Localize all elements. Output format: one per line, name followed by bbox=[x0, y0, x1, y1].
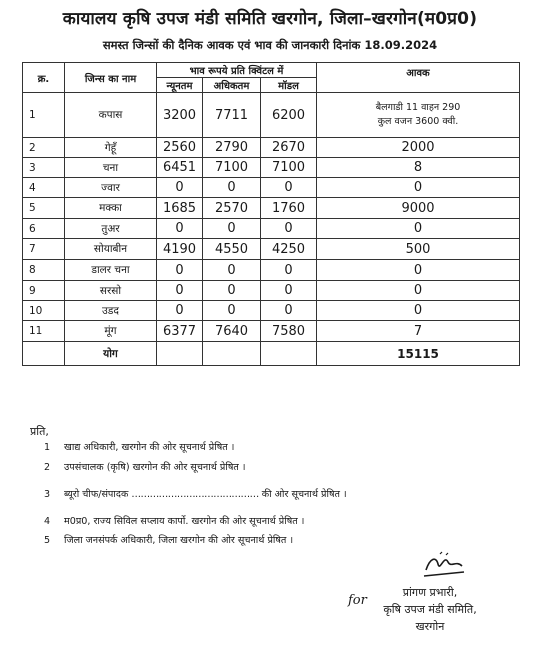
row-commodity: कपास bbox=[65, 93, 157, 138]
row-modal: 0 bbox=[261, 301, 317, 321]
row-max: 0 bbox=[203, 219, 261, 239]
copy-item bbox=[44, 460, 246, 473]
row-max: 0 bbox=[203, 281, 261, 301]
row-max: 0 bbox=[203, 260, 261, 281]
row-modal: 0 bbox=[261, 178, 317, 198]
table-row bbox=[23, 219, 520, 239]
row-min: 0 bbox=[157, 281, 203, 301]
table-row bbox=[23, 158, 520, 178]
row-serial: 10 bbox=[23, 301, 65, 321]
row-max: 7640 bbox=[203, 321, 261, 342]
row-arrival bbox=[317, 93, 520, 138]
row-commodity: तुअर bbox=[65, 219, 157, 239]
row-min: 2560 bbox=[157, 138, 203, 158]
header-min: न्यूनतम bbox=[157, 78, 203, 93]
header-modal: मॉडल bbox=[261, 78, 317, 93]
row-min: 6377 bbox=[157, 321, 203, 342]
total-modal-empty bbox=[261, 342, 317, 366]
total-max-empty bbox=[203, 342, 261, 366]
signatory-title: प्रांगण प्रभारी, bbox=[402, 586, 458, 599]
blank-fill-dots: …………………………………… bbox=[131, 489, 259, 500]
total-min-empty bbox=[157, 342, 203, 366]
row-max: 0 bbox=[203, 301, 261, 321]
copy-item-number: 5 bbox=[44, 535, 51, 546]
row-commodity: सोयाबीन bbox=[65, 239, 157, 260]
header-arrival: आवक bbox=[317, 63, 520, 93]
office-title: कायालय कृषि उपज मंडी समिति खरगोन, जिला–खरगोन(म0प्र0) bbox=[62, 9, 478, 29]
total-label: योग bbox=[65, 342, 157, 366]
arrival-line-2: कुल वजन 3600 क्वी. bbox=[377, 116, 459, 127]
row-max: 0 bbox=[203, 178, 261, 198]
row-serial: 8 bbox=[23, 260, 65, 281]
copy-item bbox=[44, 533, 293, 546]
row-serial: 4 bbox=[23, 178, 65, 198]
row-commodity: मक्का bbox=[65, 198, 157, 219]
row-arrival: 0 bbox=[317, 281, 520, 301]
row-arrival: 8 bbox=[317, 158, 520, 178]
row-commodity: सरसो bbox=[65, 281, 157, 301]
row-max: 4550 bbox=[203, 239, 261, 260]
row-modal: 7580 bbox=[261, 321, 317, 342]
row-modal: 4250 bbox=[261, 239, 317, 260]
row-arrival: 0 bbox=[317, 178, 520, 198]
copy-item-number: 4 bbox=[44, 516, 51, 527]
table-row bbox=[23, 301, 520, 321]
row-max: 2790 bbox=[203, 138, 261, 158]
total-arrival: 15115 bbox=[317, 342, 520, 366]
row-modal: 1760 bbox=[261, 198, 317, 219]
row-min: 0 bbox=[157, 178, 203, 198]
row-arrival: 0 bbox=[317, 260, 520, 281]
row-modal: 6200 bbox=[261, 93, 317, 138]
arrival-line-1: बैलगाडी 11 वाहन 290 bbox=[375, 102, 461, 113]
row-serial: 9 bbox=[23, 281, 65, 301]
row-modal: 0 bbox=[261, 281, 317, 301]
copy-item-text-suffix: की ओर सूचनार्थ प्रेषित । bbox=[261, 489, 347, 500]
table-row bbox=[23, 321, 520, 342]
row-serial: 6 bbox=[23, 219, 65, 239]
header-max: अधिकतम bbox=[203, 78, 261, 93]
row-commodity: उडद bbox=[65, 301, 157, 321]
row-max: 7711 bbox=[203, 93, 261, 138]
row-modal: 7100 bbox=[261, 158, 317, 178]
row-serial: 5 bbox=[23, 198, 65, 219]
row-commodity: ज्वार bbox=[65, 178, 157, 198]
copy-item-number: 2 bbox=[44, 462, 51, 473]
price-arrival-table bbox=[22, 62, 520, 366]
header-commodity: जिन्स का नाम bbox=[65, 63, 157, 93]
row-arrival: 9000 bbox=[317, 198, 520, 219]
copy-item bbox=[44, 440, 234, 453]
signatory-committee: कृषि उपज मंडी समिति, bbox=[383, 603, 477, 616]
table-row bbox=[23, 239, 520, 260]
row-modal: 0 bbox=[261, 219, 317, 239]
table-row bbox=[23, 93, 520, 138]
row-commodity: मूंग bbox=[65, 321, 157, 342]
row-min: 0 bbox=[157, 260, 203, 281]
table-row bbox=[23, 260, 520, 281]
row-serial: 3 bbox=[23, 158, 65, 178]
row-serial: 2 bbox=[23, 138, 65, 158]
header-price-group: भाव रूपये प्रति क्विंटल में bbox=[157, 63, 317, 78]
row-arrival: 7 bbox=[317, 321, 520, 342]
row-min: 0 bbox=[157, 301, 203, 321]
row-max: 2570 bbox=[203, 198, 261, 219]
row-arrival: 2000 bbox=[317, 138, 520, 158]
row-max: 7100 bbox=[203, 158, 261, 178]
copy-item-text: ब्यूरो चीफ/संपादक bbox=[64, 489, 129, 500]
copy-item bbox=[44, 487, 347, 500]
row-arrival: 0 bbox=[317, 219, 520, 239]
signatory-place: खरगोन bbox=[415, 620, 445, 633]
total-row bbox=[23, 342, 520, 366]
signatory-block bbox=[360, 584, 500, 635]
copy-item-text: जिला जनसंपर्क अधिकारी, जिला खरगोन की ओर सूचनार्थ प्रेषित । bbox=[64, 535, 294, 546]
row-serial: 7 bbox=[23, 239, 65, 260]
row-min: 1685 bbox=[157, 198, 203, 219]
row-commodity: डालर चना bbox=[65, 260, 157, 281]
header-serial: क्र. bbox=[23, 63, 65, 93]
row-min: 0 bbox=[157, 219, 203, 239]
copy-item-number: 3 bbox=[44, 489, 51, 500]
table-row bbox=[23, 198, 520, 219]
copy-item-text: म0प्र0, राज्य सिविल सप्लाय कार्पो. खरगोन की ओर सूचनार्थ प्रेषित । bbox=[64, 516, 305, 527]
report-subtitle: समस्त जिन्सों की दैनिक आवक एवं भाव की जानकारी दिनांक 18.09.2024 bbox=[102, 38, 438, 52]
copy-item bbox=[44, 514, 304, 527]
row-commodity: गेहूँ bbox=[65, 138, 157, 158]
row-arrival: 500 bbox=[317, 239, 520, 260]
table-row bbox=[23, 281, 520, 301]
table-row bbox=[23, 178, 520, 198]
row-serial: 1 bbox=[23, 93, 65, 138]
copy-to-label: प्रति, bbox=[30, 425, 49, 438]
row-arrival: 0 bbox=[317, 301, 520, 321]
row-min: 6451 bbox=[157, 158, 203, 178]
total-serial-empty bbox=[23, 342, 65, 366]
row-min: 3200 bbox=[157, 93, 203, 138]
row-min: 4190 bbox=[157, 239, 203, 260]
table-row bbox=[23, 138, 520, 158]
row-commodity: चना bbox=[65, 158, 157, 178]
for-mark-text: for bbox=[348, 593, 367, 608]
handwritten-signature bbox=[418, 550, 468, 582]
copy-item-text: उपसंचालक (कृषि) खरगोन की ओर सूचनार्थ प्रेषित । bbox=[64, 462, 246, 473]
row-serial: 11 bbox=[23, 321, 65, 342]
copy-item-text: खाद्य अधिकारी, खरगोन की ओर सूचनार्थ प्रेषित । bbox=[64, 442, 235, 453]
copy-item-number: 1 bbox=[44, 442, 51, 453]
row-modal: 0 bbox=[261, 260, 317, 281]
row-modal: 2670 bbox=[261, 138, 317, 158]
